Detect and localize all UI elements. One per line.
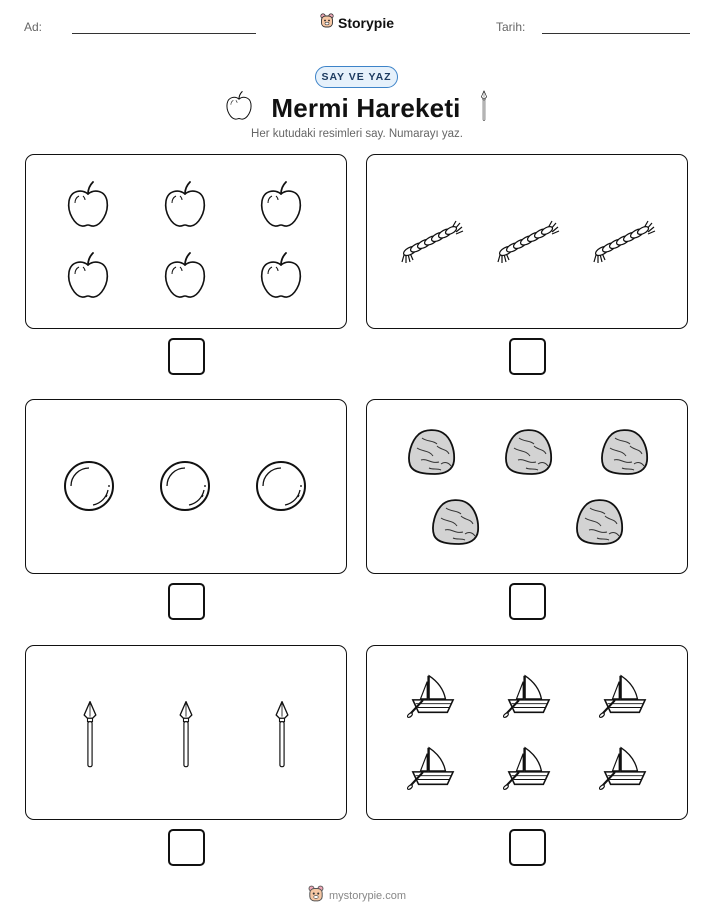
apple-icon bbox=[66, 181, 110, 234]
count-panel-balls bbox=[25, 399, 347, 574]
apple-icon bbox=[163, 181, 207, 234]
boat-icon bbox=[503, 672, 553, 725]
spear-title-icon bbox=[479, 90, 489, 127]
rock-icon bbox=[407, 428, 457, 481]
apple-icon bbox=[259, 252, 303, 305]
answer-box-rocks[interactable] bbox=[509, 583, 546, 620]
rope-icon bbox=[590, 220, 656, 269]
rock-icon bbox=[504, 428, 554, 481]
title-row bbox=[0, 90, 714, 127]
footer-url[interactable]: mystorypie.com bbox=[328, 889, 407, 902]
count-panel-spears bbox=[25, 645, 347, 820]
rock-icon bbox=[600, 428, 650, 481]
page-title: Mermi Hareketi bbox=[271, 93, 461, 123]
date-line[interactable] bbox=[542, 33, 690, 34]
rope-icon bbox=[494, 220, 560, 269]
ball-icon bbox=[255, 460, 307, 517]
storypie-footer-logo-icon bbox=[308, 884, 324, 907]
boat-icon bbox=[599, 744, 649, 797]
apple-title-icon bbox=[225, 91, 253, 126]
answer-box-apples[interactable] bbox=[168, 338, 205, 375]
brand bbox=[0, 12, 714, 33]
count-panel-ropes bbox=[366, 154, 688, 329]
answer-box-spears[interactable] bbox=[168, 829, 205, 866]
rock-icon bbox=[431, 498, 481, 551]
apple-icon bbox=[259, 181, 303, 234]
name-line[interactable] bbox=[72, 33, 256, 34]
count-panel-rocks bbox=[366, 399, 688, 574]
ball-icon bbox=[159, 460, 211, 517]
boat-icon bbox=[599, 672, 649, 725]
spear-icon bbox=[176, 700, 196, 775]
answer-box-boats[interactable] bbox=[509, 829, 546, 866]
name-label: Ad: bbox=[24, 20, 43, 34]
count-panel-boats bbox=[366, 645, 688, 820]
boat-icon bbox=[503, 744, 553, 797]
boat-icon bbox=[407, 744, 457, 797]
ball-icon bbox=[63, 460, 115, 517]
date-label: Tarih: bbox=[496, 20, 526, 34]
boat-icon bbox=[407, 672, 457, 725]
answer-box-ropes[interactable] bbox=[509, 338, 546, 375]
spear-icon bbox=[80, 700, 100, 775]
instructions: Her kutudaki resimleri say. Numarayı yaz. bbox=[251, 128, 463, 140]
answer-box-balls[interactable] bbox=[168, 583, 205, 620]
spear-icon bbox=[272, 700, 292, 775]
activity-badge: SAY VE YAZ bbox=[315, 66, 398, 88]
footer bbox=[0, 884, 714, 907]
apple-icon bbox=[163, 252, 207, 305]
storypie-logo-icon bbox=[320, 12, 334, 33]
rock-icon bbox=[575, 498, 625, 551]
apple-icon bbox=[66, 252, 110, 305]
count-panel-apples bbox=[25, 154, 347, 329]
brand-name: Storypie bbox=[337, 14, 394, 31]
rope-icon bbox=[398, 220, 464, 269]
